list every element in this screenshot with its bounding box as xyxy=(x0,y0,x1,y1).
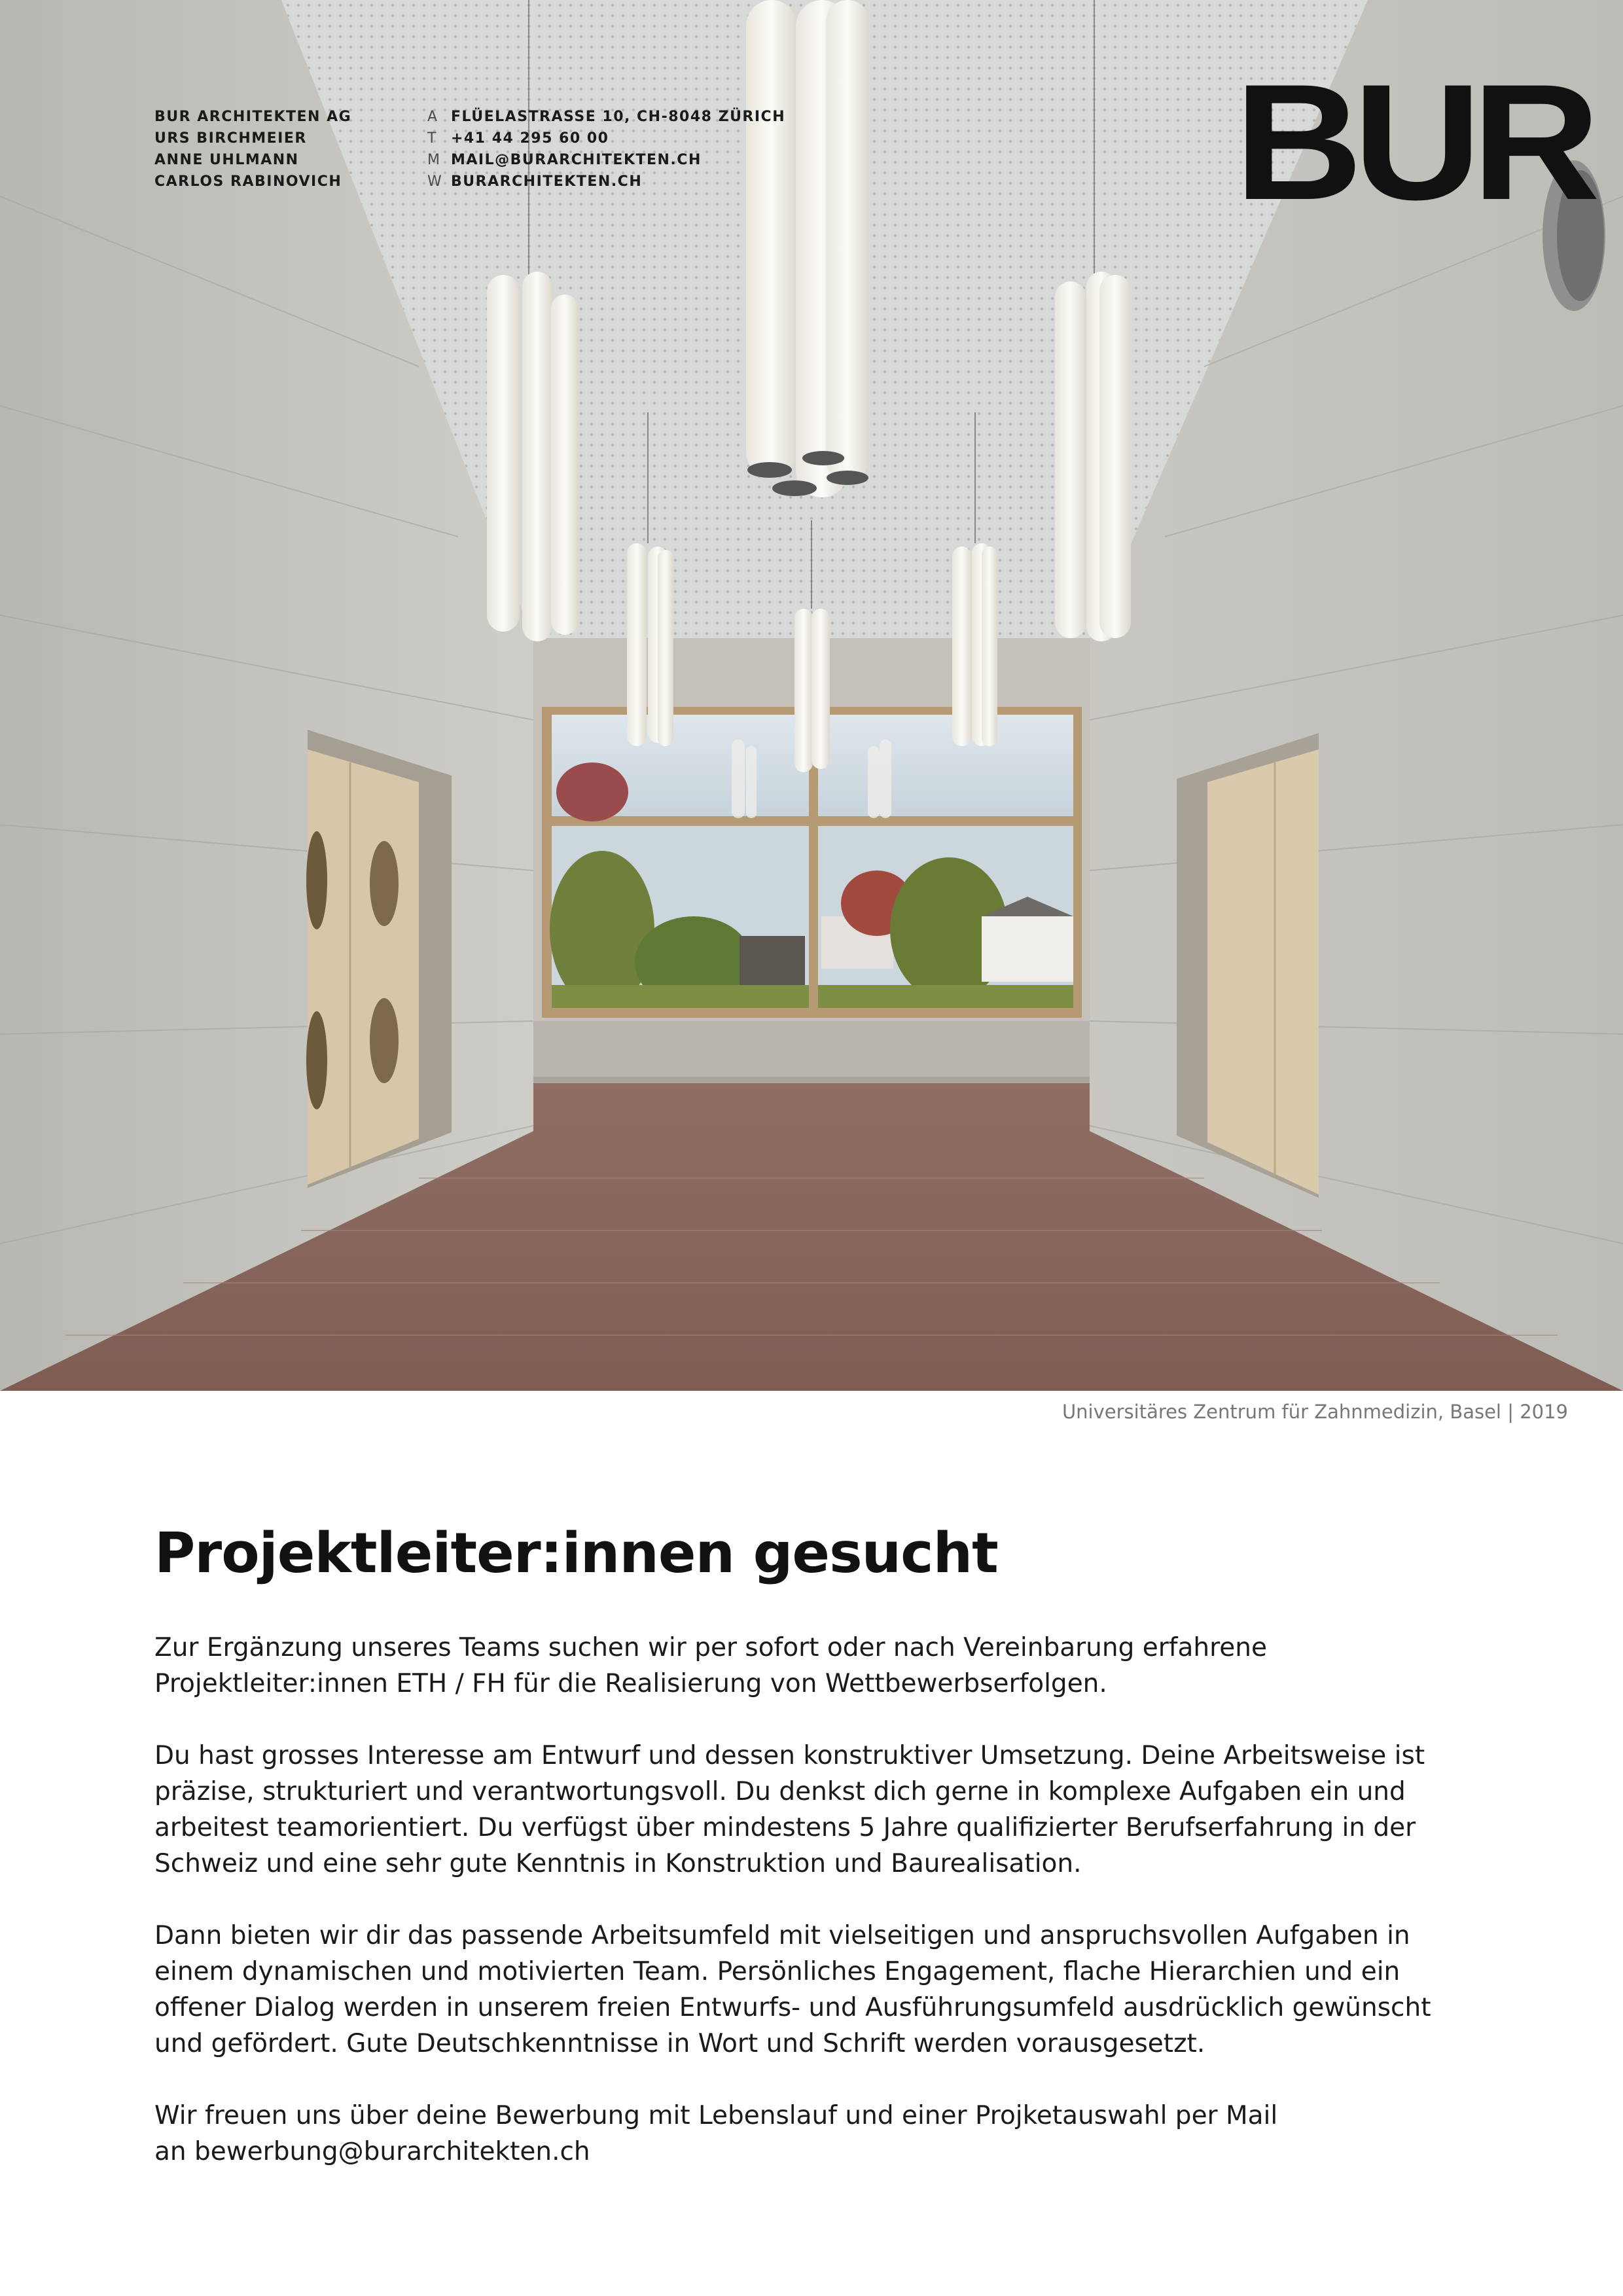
company-name: BUR ARCHITEKTEN AG xyxy=(154,109,352,125)
mail-label: M xyxy=(427,152,441,168)
partner-name: ANNE UHLMANN xyxy=(154,152,299,168)
bur-logo: BUR xyxy=(1234,50,1591,234)
phone-line xyxy=(427,128,785,149)
text-line: und gefördert. Gute Deutschkenntnisse in Wort und Schrift werden vorausgesetzt. xyxy=(154,2029,1205,2058)
phone-value[interactable]: +41 44 295 60 00 xyxy=(451,130,609,147)
address-line xyxy=(427,106,785,128)
right-door xyxy=(1177,733,1319,1198)
text-line: arbeitest teamorientiert. Du verfügst über mindestens 5 Jahre qualifizierter Berufserfahrung in der xyxy=(154,1813,1416,1842)
job-headline: Projektleiter:innen gesucht xyxy=(154,1521,998,1586)
contact-block xyxy=(427,106,785,192)
profile-paragraph xyxy=(154,1738,1529,1882)
text-line: Schweiz und eine sehr gute Kenntnis in Konstruktion und Baurealisation. xyxy=(154,1849,1082,1878)
mail-line xyxy=(427,149,785,171)
web-label: W xyxy=(427,173,443,190)
web-line xyxy=(427,171,785,192)
intro-paragraph xyxy=(154,1630,1529,1702)
application-paragraph xyxy=(154,2098,1529,2170)
company-names xyxy=(154,106,351,192)
text-line: Wir freuen uns über deine Bewerbung mit Lebenslauf und einer Projketauswahl per Mail xyxy=(154,2101,1278,2130)
job-description xyxy=(154,1630,1529,2206)
partner-name: CARLOS RABINOVICH xyxy=(154,173,342,190)
text-line: offener Dialog werden in unserem freien Entwurfs- und Ausführungsumfeld ausdrücklich gewünscht xyxy=(154,1993,1431,2022)
text-line: Zur Ergänzung unseres Teams suchen wir per sofort oder nach Vereinbarung erfahrene xyxy=(154,1633,1267,1662)
text-line: Du hast grosses Interesse am Entwurf und dessen konstruktiver Umsetzung. Deine Arbeitsweise ist xyxy=(154,1741,1425,1770)
address-value: FLÜELASTRASSE 10, CH-8048 ZÜRICH xyxy=(451,109,786,125)
partner-name: URS BIRCHMEIER xyxy=(154,130,307,147)
phone-label: T xyxy=(427,130,437,147)
mail-value[interactable]: MAIL@BURARCHITEKTEN.CH xyxy=(451,152,702,168)
text-line: Projektleiter:innen ETH / FH für die Realisierung von Wettbewerbserfolgen. xyxy=(154,1669,1107,1698)
text-line: präzise, strukturiert und verantwortungsvoll. Du denkst dich gerne in komplexe Aufgaben ein und xyxy=(154,1777,1406,1806)
address-label: A xyxy=(427,109,438,125)
left-door xyxy=(306,730,452,1188)
application-email[interactable]: an bewerbung@burarchitekten.ch xyxy=(154,2137,590,2166)
window-bench xyxy=(533,1021,1090,1083)
web-value[interactable]: BURARCHITEKTEN.CH xyxy=(451,173,643,190)
text-line: einem dynamischen und motivierten Team. Persönliches Engagement, flache Hierarchien und ein xyxy=(154,1957,1400,1986)
text-line: Dann bieten wir dir das passende Arbeitsumfeld mit vielseitigen und anspruchsvollen Aufgaben in xyxy=(154,1921,1410,1950)
photo-caption: Universitäres Zentrum für Zahnmedizin, Basel | 2019 xyxy=(1061,1401,1568,1423)
offer-paragraph xyxy=(154,1918,1529,2062)
